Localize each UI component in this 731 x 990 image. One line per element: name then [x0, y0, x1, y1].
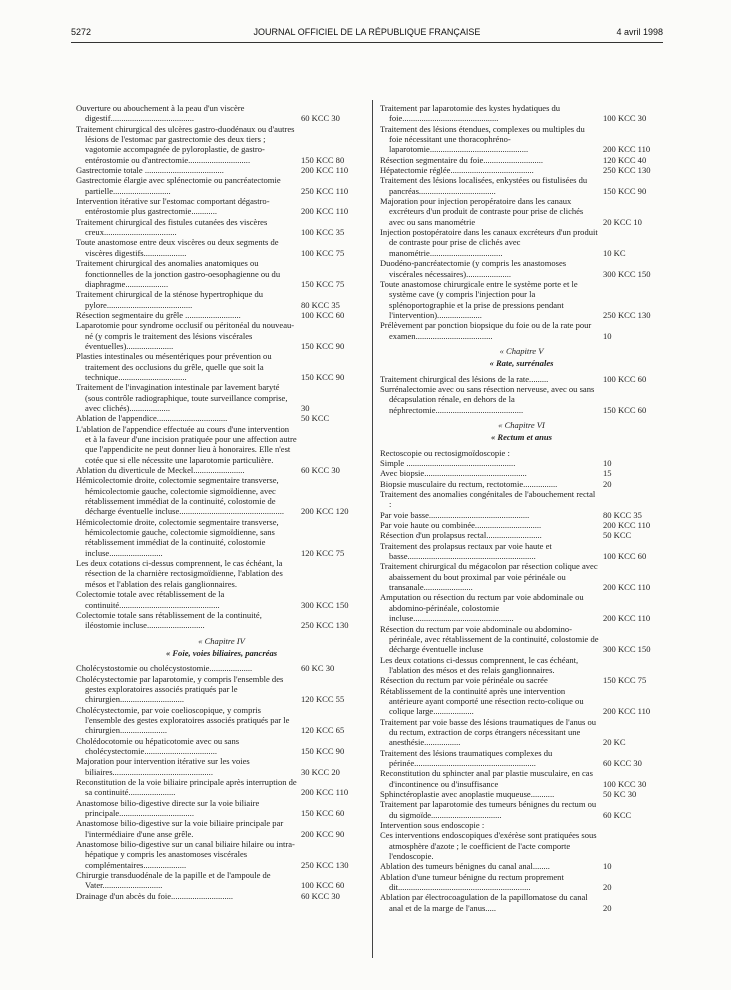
entry-value: 200 KCC 110 [603, 520, 651, 531]
entry-text: Ablation d'une tumeur bénigne du rectum proprement dit.............................................................. [380, 871, 564, 893]
entry-value: 10 [603, 458, 612, 468]
entry-value: 150 KCC 90 [301, 371, 345, 382]
entry-value: 10 KC [603, 247, 626, 258]
entry-text: Laparotomie pour syndrome occlusif ou péritonéal du nouveau-né (y compris le traitement des lésions viscérales éventuelles)...................... [76, 320, 295, 351]
entry-text: Par voie haute ou combinée............................... [380, 520, 542, 531]
entry-value: 120 KCC 55 [301, 694, 345, 705]
entry-text: Par voie basse............................................... [380, 509, 530, 520]
entry-text: Reconstitution de la voie biliaire principale après interruption de sa continuité...................... [76, 777, 297, 798]
fee-entry [380, 468, 663, 478]
entry-text: Anastomose bilio-digestive sur un canal biliaire hilaire ou intra-hépatique y compris les anastomoses viscérales complémentaires.................... [76, 839, 295, 870]
header-rule [71, 42, 663, 43]
fee-entry [380, 124, 663, 155]
entry-text: Traitement par laparotomie des tumeurs bénignes du rectum ou du sigmoïde................................. [380, 799, 597, 820]
publication-date: 4 avril 1998 [616, 27, 663, 37]
entry-value: 100 KCC 60 [603, 373, 647, 384]
entry-value: 250 KCC 130 [301, 859, 349, 870]
fee-entry [380, 196, 663, 227]
entry-value: 200 KCC 120 [301, 506, 349, 517]
fee-entry [380, 258, 663, 279]
entry-text: Traitement des lésions étendues, complexes ou multiples du foie nécessitant une thoracophréno-laparotomie.............................................. [380, 123, 585, 155]
fee-entry [380, 279, 663, 320]
fee-entry [380, 165, 663, 175]
entry-text: Traitement des lésions localisées, enkystées ou fistulisées du pancréas.................................... [380, 175, 588, 196]
entry-value: 300 KCC 150 [301, 599, 349, 610]
fee-entry [380, 541, 663, 562]
fee-entry [76, 736, 367, 757]
entry-text: Traitement de l'invagination intestinale par lavement baryté (sous contrôle radiographique, toute surveillance comprise, avec clichés)................... [76, 382, 288, 413]
entry-text: Amputation ou résection du rectum par voie abdominale ou abdomino-périnéale, colostomie incluse............................................... [380, 592, 584, 624]
entry-text: Traitement chirurgical des anomalies anatomiques ou fonctionnelles de la jonction gastro-oesophagienne ou du diaphragme.................... [76, 258, 281, 289]
entry-text: Traitement chirurgical du mégacolon par résection colique avec abaissement du bout proximal par voie périnéale ou transanale....................... [380, 561, 598, 593]
entry-text: Résection segmentaire du grêle .......................... [76, 309, 241, 320]
entry-text: Anastomose bilio-digestive sur la voie biliaire principale par l'intermédiaire d'une anse grêle. [76, 818, 284, 839]
entry-value: 200 KCC 110 [603, 613, 651, 624]
left-column [76, 103, 367, 901]
fee-entry [76, 674, 367, 705]
entry-value: 200 KCC 110 [603, 706, 651, 717]
entry-value: 100 KCC 60 [301, 309, 345, 320]
entry-text: Traitement chirurgical des ulcères gastro-duodénaux ou d'autres lésions de l'estomac par gastrectomie des deux tiers ; vagotomie accompagnée de pyloroplastie, de gastro-entérostomie ou d'antrectomie............................. [76, 123, 295, 165]
entry-value: 250 KCC 130 [603, 165, 651, 176]
fee-entry [76, 798, 367, 819]
fee-entry [76, 589, 367, 610]
entry-value: 200 KCC 110 [603, 144, 651, 155]
entry-text: Hépatectomie réglée....................................... [380, 165, 534, 176]
fee-entry [76, 175, 367, 196]
entry-value: 60 KCC 30 [603, 757, 642, 768]
fee-entry [380, 768, 663, 789]
fee-entry [76, 891, 367, 901]
fee-entry [380, 320, 663, 341]
entry-value: 200 KCC 110 [301, 787, 349, 798]
entry-text: Surrénalectomie avec ou sans résection nerveuse, avec ou sans décapsulation rénale, en dehors de la néphrectomie......................................... [380, 383, 595, 415]
fee-entry [76, 382, 367, 413]
fee-entry [76, 663, 367, 673]
entry-value: 100 KCC 35 [301, 227, 345, 238]
entry-text: Résection segmentaire du foie............................ [380, 154, 544, 165]
fee-entry [380, 530, 663, 540]
chapter-heading: « Chapitre VI [498, 419, 545, 430]
entry-text: Hémicolectomie droite, colectomie segmentaire transverse, hémicolectomie gauche, colectomie sigmoïdienne, avec rétablissement immédiat de la continuité, colostomie de décharge éventuelle incluse................................................. [76, 475, 284, 517]
entry-value: 200 KCC 90 [301, 828, 345, 839]
entry-text: Les deux cotations ci-dessus comprennent, le cas échéant, la résection de la charnière rectosigmoïdienne, l'ablation des mésos et l'ablation des relais ganglionnaires. [76, 558, 283, 589]
fee-entry [380, 624, 663, 655]
fee-entry [380, 872, 663, 893]
entry-value: 10 [603, 861, 612, 872]
entry-value: 100 KCC 75 [301, 247, 345, 258]
entry-value: 250 KCC 130 [603, 309, 651, 320]
fee-entry [380, 374, 663, 384]
fee-entry [380, 655, 663, 676]
entry-value: 300 KCC 150 [603, 268, 651, 279]
fee-entry [380, 458, 663, 468]
fee-entry [380, 520, 663, 530]
entry-value: 200 KCC 110 [301, 206, 349, 217]
entry-text: Les deux cotations ci-dessus comprennent, le cas échéant, l'ablation des mésos et des relais ganglionnaires. [380, 654, 579, 675]
entry-value: 10 [603, 330, 612, 341]
fee-entry [76, 289, 367, 310]
entry-value: 20 KCC 10 [603, 216, 642, 227]
entry-value: 150 KCC 75 [603, 675, 647, 686]
entry-text: Traitement par laparotomie des kystes hydatiques du foie............................................. [380, 103, 561, 124]
entry-value: 100 KCC 60 [301, 880, 345, 891]
fee-entry [76, 310, 367, 320]
fee-entry [76, 217, 367, 238]
fee-entry [380, 227, 663, 258]
fee-entry [380, 748, 663, 769]
entry-value: 150 KCC 90 [301, 340, 345, 351]
fee-entry [380, 155, 663, 165]
fee-entry [380, 103, 663, 124]
entry-value: 15 [603, 468, 612, 479]
entry-value: 100 KCC 30 [603, 113, 647, 124]
entry-value: 100 KCC 30 [603, 778, 647, 789]
entry-text: Injection postopératoire dans les canaux excréteurs d'un produit de contraste pour prise de clichés avec manométrie.................................. [380, 227, 598, 258]
entry-value: 200 KCC 110 [301, 165, 349, 176]
fee-entry [76, 465, 367, 475]
column-divider [372, 100, 373, 958]
entry-text: Gastrectomie totale ..................................... [76, 165, 224, 176]
entry-text: Traitement chirurgical des fistules cutanées des viscères creux.................................. [76, 216, 268, 238]
entry-value: 30 [301, 402, 310, 413]
right-column [380, 103, 663, 913]
fee-entry [76, 413, 367, 423]
fee-entry [76, 165, 367, 175]
entry-value: 150 KCC 60 [301, 808, 345, 819]
entry-text: Prélèvement par ponction biopsique du foie ou de la rate pour examen.................................... [380, 320, 592, 341]
journal-title: JOURNAL OFFICIEL DE LA RÉPUBLIQUE FRANÇAISE [253, 27, 481, 37]
entry-value: 150 KCC 80 [301, 154, 345, 165]
fee-entry [380, 686, 663, 717]
entry-text: Traitement des anomalies congénitales de l'abouchement rectal : [380, 489, 596, 510]
fee-entry [76, 103, 367, 124]
entry-text: Traitement des lésions traumatiques complexes du périnée......................................................... [380, 747, 553, 768]
entry-value: 250 KCC 110 [301, 185, 349, 196]
entry-text: Intervention sous endoscopie : [380, 820, 485, 831]
entry-text: Ces interventions endoscopiques d'exérèse sont pratiquées sous atmosphère d'azote ; le coefficient de l'acte comporte l'endoscopie. [380, 830, 597, 862]
chapter-heading: « Chapitre V [499, 345, 544, 356]
entry-text: Colectomie totale avec rétablissement de la continuité............................................... [76, 589, 225, 610]
entry-value: 200 KCC 110 [603, 582, 651, 593]
entry-text: L'ablation de l'appendice effectuée au cours d'une intervention et à la faveur d'une incision pratiquée pour une affection autre que l'appendicite ne peut donner lieu à honoraires. Elle n'est cotée que si elle nécessite une laparotomie particulière. [76, 423, 297, 465]
fee-entry [380, 510, 663, 520]
fee-entry [76, 517, 367, 558]
page-number: 5272 [71, 27, 92, 37]
entry-value: 60 KC 30 [301, 663, 335, 674]
entry-value: 30 KCC 20 [301, 766, 340, 777]
entry-value: 300 KCC 150 [603, 644, 651, 655]
fee-entry [380, 789, 663, 799]
entry-text: Anastomose bilio-digestive directe sur la voie biliaire principale................................... [76, 797, 260, 819]
entry-value: 20 [603, 902, 612, 913]
entry-text: Ablation des tumeurs bénignes du canal anal........ [380, 861, 550, 872]
fee-entry [380, 717, 663, 748]
entry-value: 50 KC 30 [603, 789, 637, 799]
entry-text: Cholédocotomie ou hépaticotomie avec ou sans cholécystectomie.................................. [76, 735, 240, 756]
entry-text: Cholécystostomie ou cholécystostomie.................... [76, 663, 253, 674]
entry-value: 150 KCC 90 [603, 185, 647, 196]
entry-text: Simple ................................................... [380, 458, 516, 468]
entry-text: Traitement par voie basse des lésions traumatiques de l'anus ou du rectum, extraction de corps étrangers nécessitant une anesthésie................. [380, 716, 597, 748]
entry-text: Reconstitution du sphincter anal par plastie musculaire, en cas d'incontinence ou d'insuffisance [380, 768, 593, 789]
entry-text: Majoration pour injection peropératoire dans les canaux excréteurs d'un produit de contraste pour prise de clichés avec ou sans manométrie [380, 196, 584, 227]
fee-entry [380, 861, 663, 871]
fee-entry [76, 610, 367, 631]
section-heading: « Rectum et anus [490, 432, 553, 443]
entry-text: Ablation du diverticule de Meckel........................ [76, 465, 245, 476]
fee-entry [76, 237, 367, 258]
entry-value: 150 KCC 60 [603, 404, 647, 415]
entry-text: Rectoscopie ou rectosigmoïdoscopie : [380, 447, 510, 458]
fee-entry [76, 818, 367, 839]
entry-value: 150 KCC 90 [301, 745, 345, 756]
entry-text: Sphinctéroplastie avec anoplastie muqueuse........... [380, 789, 555, 799]
entry-text: Colectomie totale sans rétablissement de la continuité, iléostomie incluse........................... [76, 609, 262, 631]
entry-text: Traitement chirurgical de la sténose hypertrophique du pylore........................................ [76, 289, 264, 310]
chapter-heading: « Chapitre IV [198, 635, 245, 646]
section-heading: « Foie, voies biliaires, pancréas [165, 647, 278, 658]
page-header [71, 27, 663, 41]
entry-text: Toute anastomose chirurgicale entre le système porte et le système cave (y compris l'injection pour la splénoportographie et la prise de pressions pendant l'intervention)..................... [380, 278, 578, 320]
entry-text: Plasties intestinales ou mésentériques pour prévention ou traitement des occlusions du grêle, quelle que soit la technique................................ [76, 351, 272, 382]
entry-text: Résection du rectum par voie périnéale ou sacrée [380, 675, 548, 686]
entry-value: 120 KCC 65 [301, 725, 345, 736]
fee-entry [76, 424, 367, 465]
fee-entry [76, 558, 367, 589]
entry-value: 120 KCC 40 [603, 154, 647, 165]
entry-text: Avec biopsie................................................ [380, 468, 527, 479]
entry-value: 60 KCC 30 [301, 465, 340, 476]
entry-value: 20 [603, 882, 612, 893]
fee-entry [380, 892, 663, 913]
entry-text: Traitement chirurgical des lésions de la rate......... [380, 373, 549, 384]
fee-entry [380, 479, 663, 489]
fee-entry [76, 839, 367, 870]
entry-text: Toute anastomose entre deux viscères ou deux segments de viscères digestifs.................... [76, 237, 279, 258]
fee-entry [76, 196, 367, 217]
entry-value: 20 [603, 478, 612, 489]
entry-text: Ablation par électrocoagulation de la papillomatose du canal anal et de la marge de l'anus..... [380, 892, 588, 913]
fee-entry [380, 830, 663, 861]
fee-entry [76, 777, 367, 798]
entry-text: Cholécystectomie par laparotomie, y compris l'ensemble des gestes exploratoires associés pratiqués par le chirurgien.............................. [76, 673, 284, 705]
entry-text: Chirurgie transduodénale de la papille et de l'ampoule de Vater............................ [76, 870, 271, 891]
entry-value: 60 KCC 30 [301, 890, 340, 901]
entry-text: Hémicolectomie droite, colectomie segmentaire transverse, hémicolectomie gauche, colectomie sigmoïdienne, sans rétablissement immédiat de la continuité, colostomie incluse......................... [76, 516, 279, 558]
fee-entry [76, 320, 367, 351]
entry-value: 120 KCC 75 [301, 547, 345, 558]
entry-text: Cholécystectomie, par voie coelioscopique, y compris l'ensemble des gestes exploratoires associés pratiqués par le chirurgien...................... [76, 704, 290, 736]
entry-text: Drainage d'un abcès du foie............................. [76, 890, 234, 901]
fee-entry [76, 258, 367, 289]
entry-text: Gastrectomie élargie avec splénectomie ou pancréatectomie partielle........................... [76, 175, 281, 196]
fee-entry [380, 448, 663, 458]
entry-text: Duodéno-pancréatectomie (y compris les anastomoses viscérales nécessaires)..................... [380, 258, 567, 279]
fee-entry [380, 592, 663, 623]
entry-value: 60 KCC 30 [301, 113, 340, 124]
entry-text: Résection du rectum par voie abdominale ou abdomino-périnéale, avec rétablissement de la continuité, colostomie de décharge éventuelle incluse [380, 623, 599, 655]
entry-text: Intervention itérative sur l'estomac comportant dégastro-entérostomie plus gastrectomie............ [76, 196, 270, 217]
entry-value: 80 KCC 35 [301, 299, 340, 310]
entry-text: Majoration pour intervention itérative sur les voies biliaires............................................... [76, 756, 250, 777]
fee-entry [76, 124, 367, 165]
fee-entry [76, 756, 367, 777]
entry-value: 100 KCC 60 [603, 551, 647, 562]
entry-value: 250 KCC 130 [301, 620, 349, 631]
fee-entry [380, 489, 663, 510]
entry-value: 80 KCC 35 [603, 509, 642, 520]
entry-text: Biopsie musculaire du rectum, rectotomie................ [380, 478, 558, 489]
entry-value: 50 KCC [301, 413, 330, 424]
section-heading: « Rate, surrénales [489, 358, 554, 369]
entry-value: 60 KCC [603, 809, 632, 820]
entry-value: 150 KCC 75 [301, 278, 345, 289]
fee-entry [76, 351, 367, 382]
fee-entry [380, 561, 663, 592]
entry-value: 50 KCC [603, 530, 632, 541]
fee-entry [76, 870, 367, 891]
entry-text: Ablation de l'appendice................................. [76, 413, 228, 424]
entry-text: Rétablissement de la continuité après une intervention antérieure ayant comporté une résection recto-colique ou colique large................... [380, 685, 584, 717]
entry-text: Ouverture ou abouchement à la peau d'un viscère digestif....................................... [76, 103, 245, 124]
fee-entry [380, 384, 663, 415]
fee-entry [76, 705, 367, 736]
fee-entry [380, 675, 663, 685]
fee-entry [380, 175, 663, 196]
entry-text: Résection d'un prolapsus rectal.......................... [380, 530, 542, 541]
fee-entry [76, 475, 367, 516]
fee-entry [380, 820, 663, 830]
fee-entry [380, 799, 663, 820]
entry-text: Traitement des prolapsus rectaux par voie haute et basse............................................................ [380, 540, 552, 562]
entry-value: 20 KC [603, 737, 626, 748]
